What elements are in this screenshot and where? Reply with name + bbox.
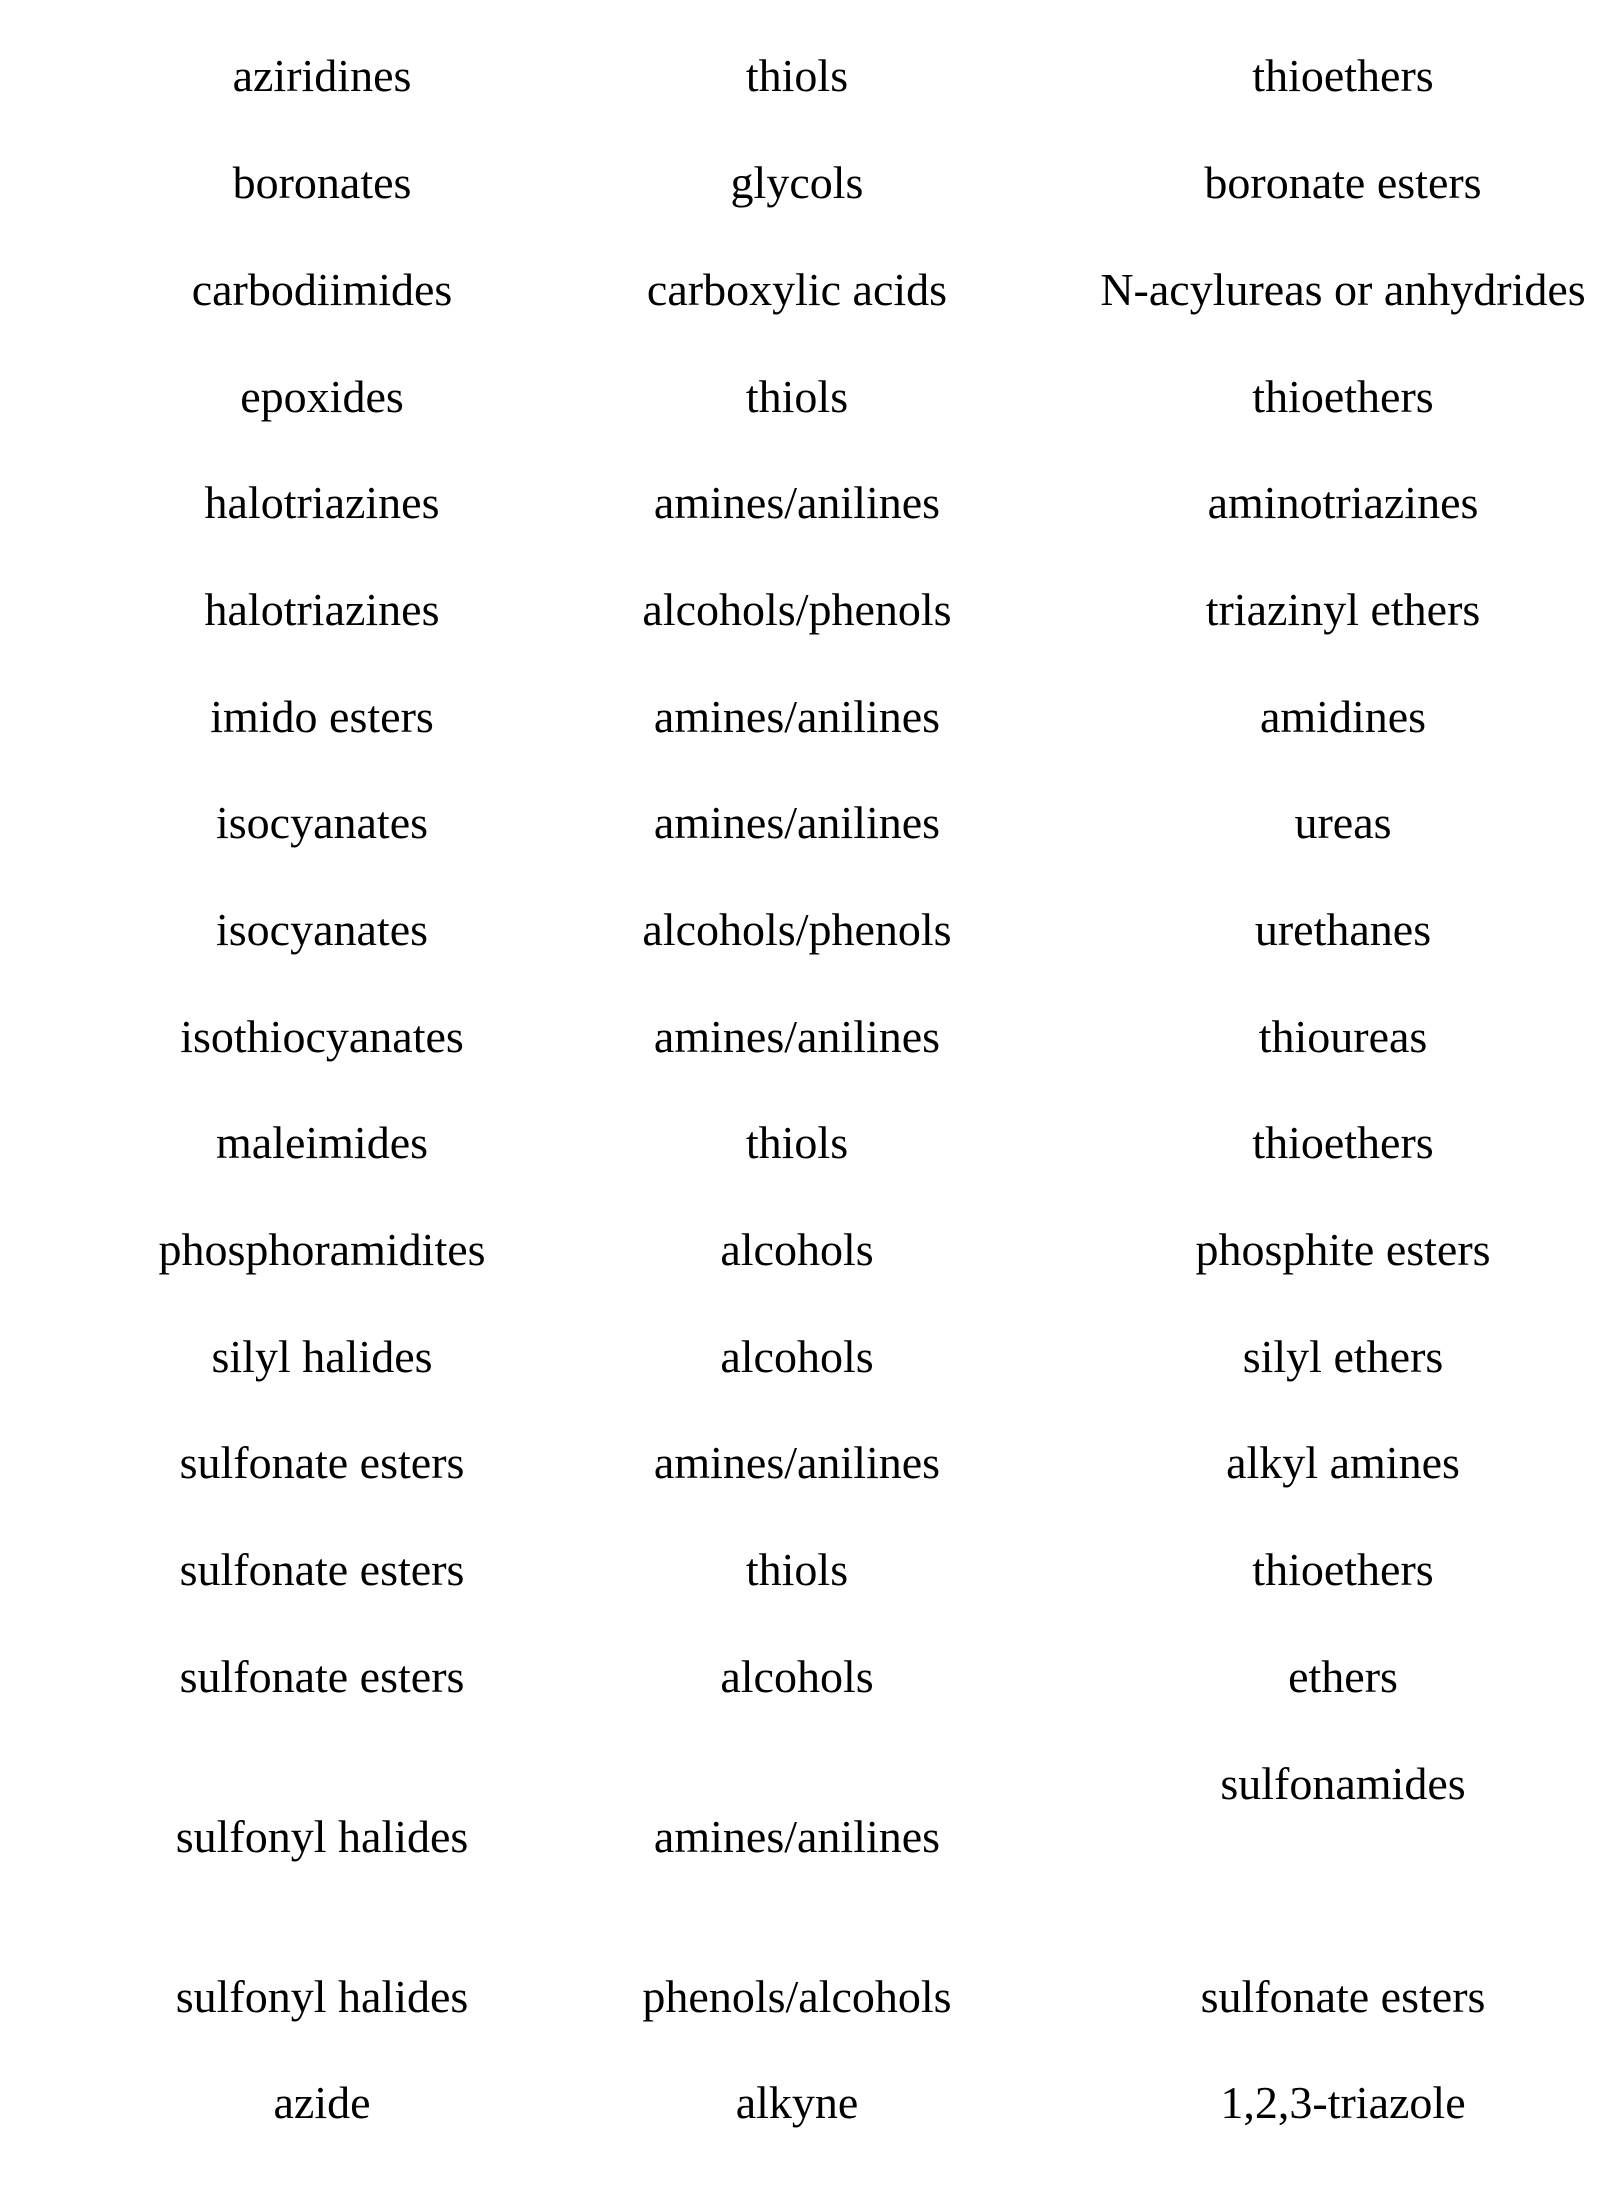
table-row xyxy=(0,1540,1615,1600)
table-row xyxy=(0,793,1615,853)
table-row xyxy=(0,473,1615,533)
reactive-group-cell: azide xyxy=(273,2077,371,2128)
table-row xyxy=(0,260,1615,320)
target-group-cell: phenols/alcohols xyxy=(642,1971,952,2022)
table-row xyxy=(0,1327,1615,1387)
target-group-cell: amines/anilines xyxy=(653,477,941,528)
reactive-group-cell: maleimides xyxy=(215,1117,429,1168)
target-group-cell: alcohols xyxy=(720,1331,874,1382)
reactive-group-cell: aziridines xyxy=(232,50,412,101)
reactive-group-cell: epoxides xyxy=(240,371,404,422)
table-row xyxy=(0,1113,1615,1173)
product-cell: boronate esters xyxy=(1204,157,1482,208)
target-group-cell: amines/anilines xyxy=(653,797,941,848)
table-row xyxy=(0,1758,1615,1867)
target-group-cell: amines/anilines xyxy=(653,1437,941,1488)
reactive-group-cell: isocyanates xyxy=(215,797,429,848)
target-group-cell: thiols xyxy=(745,50,849,101)
reactive-group-cell: isocyanates xyxy=(215,904,429,955)
table-row xyxy=(0,1647,1615,1707)
reactive-group-cell: sulfonyl halides xyxy=(175,1811,469,1862)
target-group-cell: alcohols/phenols xyxy=(642,904,952,955)
product-cell: ethers xyxy=(1288,1651,1398,1702)
product-cell: alkyl amines xyxy=(1226,1437,1460,1488)
reactive-group-cell: carbodiimides xyxy=(191,264,453,315)
product-cell: 1,2,3-triazole xyxy=(1220,2077,1466,2128)
reactive-group-cell: isothiocyanates xyxy=(180,1011,464,1062)
product-cell: sulfonamides xyxy=(1220,1758,1466,1809)
reactive-group-cell: boronates xyxy=(232,157,412,208)
product-cell: urethanes xyxy=(1254,904,1432,955)
reactive-group-cell: halotriazines xyxy=(204,584,440,635)
product-cell: amidines xyxy=(1259,691,1427,742)
reactive-group-cell: sulfonate esters xyxy=(179,1651,465,1702)
reactive-group-cell: sulfonate esters xyxy=(179,1437,465,1488)
target-group-cell: thiols xyxy=(745,371,849,422)
table-row xyxy=(0,367,1615,427)
reactive-group-cell: sulfonyl halides xyxy=(175,1971,469,2022)
target-group-cell: amines/anilines xyxy=(653,1011,941,1062)
reactive-group-cell: silyl halides xyxy=(211,1331,433,1382)
table-row xyxy=(0,1967,1615,2027)
table-row xyxy=(0,153,1615,213)
table-row xyxy=(0,687,1615,747)
table-row xyxy=(0,46,1615,106)
target-group-cell: alcohols xyxy=(720,1224,874,1275)
table-row xyxy=(0,580,1615,640)
target-group-cell: carboxylic acids xyxy=(646,264,948,315)
target-group-cell: amines/anilines xyxy=(653,1811,941,1862)
product-cell: phosphite esters xyxy=(1195,1224,1491,1275)
product-cell: triazinyl ethers xyxy=(1205,584,1481,635)
table-row xyxy=(0,1220,1615,1280)
product-cell: ureas xyxy=(1294,797,1392,848)
product-cell: thioethers xyxy=(1252,1117,1434,1168)
product-cell: thioureas xyxy=(1258,1011,1428,1062)
table-row xyxy=(0,900,1615,960)
reactive-group-cell: sulfonate esters xyxy=(179,1544,465,1595)
product-cell: silyl ethers xyxy=(1242,1331,1444,1382)
product-cell: sulfonate esters xyxy=(1200,1971,1486,2022)
target-group-cell: alkyne xyxy=(735,2077,859,2128)
product-cell: N-acylureas or anhydrides xyxy=(1100,264,1586,315)
product-cell: thioethers xyxy=(1252,50,1434,101)
target-group-cell: glycols xyxy=(730,157,864,208)
table-row xyxy=(0,2073,1615,2133)
product-cell: thioethers xyxy=(1252,371,1434,422)
reactive-group-cell: halotriazines xyxy=(204,477,440,528)
target-group-cell: alcohols xyxy=(720,1651,874,1702)
table-row xyxy=(0,1433,1615,1493)
target-group-cell: alcohols/phenols xyxy=(642,584,952,635)
table-row xyxy=(0,1007,1615,1067)
target-group-cell: amines/anilines xyxy=(653,691,941,742)
reactive-group-cell: phosphoramidites xyxy=(158,1224,486,1275)
target-group-cell: thiols xyxy=(745,1117,849,1168)
target-group-cell: thiols xyxy=(745,1544,849,1595)
product-cell: thioethers xyxy=(1252,1544,1434,1595)
reactive-group-cell: imido esters xyxy=(210,691,434,742)
product-cell: aminotriazines xyxy=(1207,477,1479,528)
